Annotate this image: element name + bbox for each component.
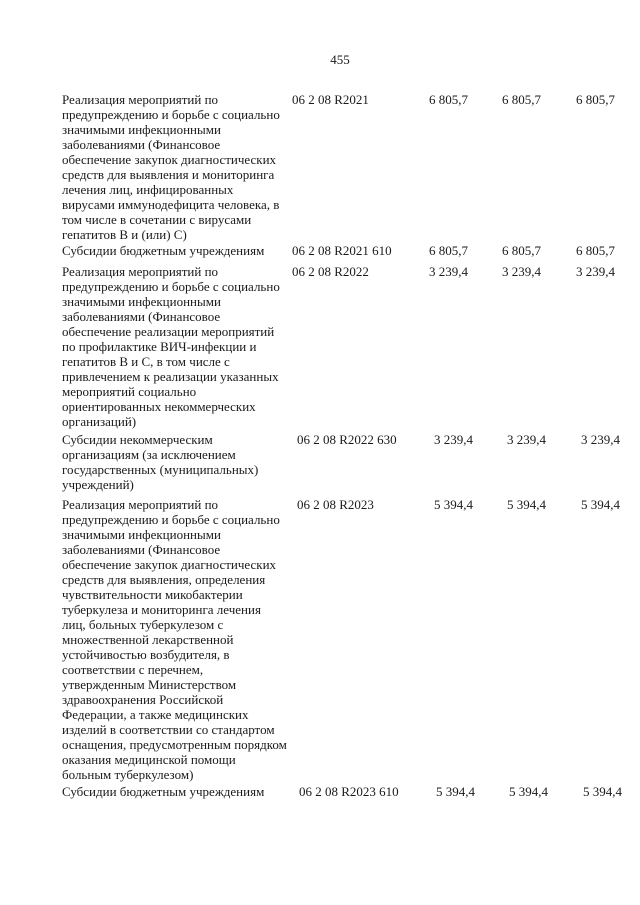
row-amount-1: 5 394,4	[436, 784, 475, 799]
row-code: 06 2 08 R2022	[292, 264, 369, 279]
row-description: Реализация мероприятий по предупреждению и борьбе с социально значимыми инфекционными заболеваниями (Финансовое обеспечение закупок диагностических средств для выявления, определения чувствительности микобактерии туберкулеза и мониторинга лечения лиц, больных туберкулезом с множественной лекарственной устойчивостью возбудителя, в соответствии с перечнем, утвержденным Министерством здравоохранения Российской Федерации, а также медицинских изделий в соответствии со стандартом оснащения, предусмотренным порядком оказания медицинской помощи больным туберкулезом)	[62, 497, 287, 782]
row-amount-3: 3 239,4	[581, 432, 620, 447]
row-amount-1: 6 805,7	[429, 92, 468, 107]
row-amount-2: 6 805,7	[502, 243, 541, 258]
row-amount-1: 5 394,4	[434, 497, 473, 512]
row-code: 06 2 08 R2023	[297, 497, 374, 512]
row-code: 06 2 08 R2022 630	[297, 432, 397, 447]
row-description: Реализация мероприятий по предупреждению и борьбе с социально значимыми инфекционными заболеваниями (Финансовое обеспечение закупок диагностических средств для выявления и мониторинга лечения лиц, инфицированных вирусами иммунодефицита человека, в том числе в сочетании с вирусами гепатитов В и (или) С)	[62, 92, 280, 242]
page-number: 455	[330, 52, 350, 67]
row-code: 06 2 08 R2023 610	[299, 784, 399, 799]
row-amount-3: 6 805,7	[576, 243, 615, 258]
row-amount-2: 3 239,4	[507, 432, 546, 447]
row-description: Реализация мероприятий по предупреждению и борьбе с социально значимыми инфекционными заболеваниями (Финансовое обеспечение реализации мероприятий по профилактике ВИЧ-инфекции и гепатитов В и С, в том числе с привлечением к реализации указанных мероприятий социально ориентированных некоммерческих организаций)	[62, 264, 280, 429]
row-code: 06 2 08 R2021	[292, 92, 369, 107]
row-amount-1: 3 239,4	[429, 264, 468, 279]
row-amount-2: 5 394,4	[507, 497, 546, 512]
row-amount-1: 3 239,4	[434, 432, 473, 447]
row-amount-1: 6 805,7	[429, 243, 468, 258]
row-amount-2: 3 239,4	[502, 264, 541, 279]
row-amount-3: 6 805,7	[576, 92, 615, 107]
row-description: Субсидии некоммерческим организациям (за исключением государственных (муниципальных) учреждений)	[62, 432, 259, 492]
row-amount-3: 5 394,4	[581, 497, 620, 512]
row-description: Субсидии бюджетным учреждениям	[62, 243, 265, 258]
row-amount-2: 5 394,4	[509, 784, 548, 799]
row-description: Субсидии бюджетным учреждениям	[62, 784, 265, 799]
row-amount-2: 6 805,7	[502, 92, 541, 107]
row-amount-3: 5 394,4	[583, 784, 622, 799]
row-amount-3: 3 239,4	[576, 264, 615, 279]
row-code: 06 2 08 R2021 610	[292, 243, 392, 258]
